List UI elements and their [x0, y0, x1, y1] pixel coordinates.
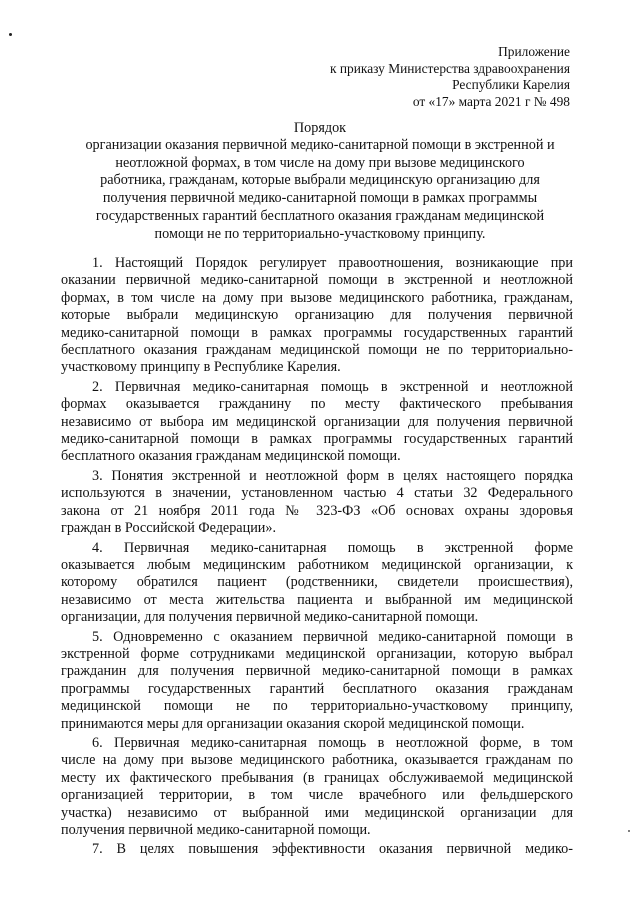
document-body: [61, 255, 573, 861]
paragraph-line: экстренной форме сотрудниками медицинской организации, которую выбрал: [61, 645, 573, 662]
paragraph-line: медицинской помощи не по территориально-участковому принципу,: [61, 698, 573, 715]
paragraph-line: принимаются меры для организации оказания скорой медицинской помощи.: [61, 715, 525, 732]
subtitle-line: неотложной формах, в том числе на дому при вызове медицинского: [115, 154, 525, 171]
paragraph-line: организацией территории, в том числе врачебного или фельдшерского: [61, 787, 573, 804]
paragraph-line: граждан в Российской Федерации».: [61, 520, 277, 537]
paragraph-line: 6. Первичная медико-санитарная помощь в неотложной форме, в том: [92, 734, 573, 751]
paragraph-line: которые выбрали медицинскую организацию для получения первичной: [61, 307, 573, 324]
appendix-header: [330, 44, 570, 110]
paragraph-line: 3. Понятия экстренной и неотложной форм в целях настоящего порядка: [92, 467, 573, 484]
subtitle-line: государственных гарантий бесплатного оказания гражданам медицинской: [95, 207, 545, 224]
paragraph-line: используются в значении, установленном частью 4 статьи 32 Федерального: [61, 485, 573, 502]
paragraph-line: бесплатного оказания гражданам медицинской помощи.: [61, 448, 401, 465]
paragraph-line: месту их фактического пребывания (в границах обслуживаемой медицинской: [61, 769, 573, 786]
paragraph-line: бесплатного оказания гражданам медицинской помощи не по территориально-: [61, 342, 573, 359]
paragraph-line: числе на дому при вызове медицинского работника, оказывается гражданам по: [61, 752, 573, 769]
paragraph-line: которому обратился пациент (родственники, свидетели происшествия),: [61, 574, 573, 591]
paragraph-line: участковому принципу в Республике Карелия.: [61, 359, 341, 376]
paragraph-line: независимо от выбора им медицинской организации для получения первичной: [61, 413, 573, 430]
subtitle-line: помощи не по территориально-участковому принципу.: [154, 225, 486, 242]
paragraph-5: [61, 629, 573, 733]
subtitle-line: работника, гражданам, которые выбрали медицинскую организацию для: [100, 172, 540, 189]
paragraph-2: [61, 379, 573, 466]
paragraph-line: оказывается любым медицинским работником медицинской организации, к: [61, 556, 573, 573]
paragraph-line: независимо от места жительства пациента и выбранной им медицинской: [61, 591, 573, 608]
paragraph-1: [61, 255, 573, 377]
scan-dot-mark: [9, 33, 12, 36]
appendix-line: от «17» марта 2021 г № 498: [412, 93, 570, 109]
paragraph-6: [61, 735, 573, 839]
paragraph-line: оказании первичной медико-санитарной помощи в экстренной и неотложной: [61, 272, 573, 289]
paragraph-line: закона от 21 ноября 2011 года № 323-ФЗ «Об основах охраны здоровья: [61, 502, 573, 519]
paragraph-4: [61, 540, 573, 627]
appendix-line: Республики Карелия: [452, 77, 570, 92]
document-subtitle: [52, 137, 588, 243]
appendix-line: Приложение: [498, 44, 570, 59]
paragraph-line: организации, для получения первичной медико-санитарной помощи.: [61, 609, 479, 626]
subtitle-line: организации оказания первичной медико-санитарной помощи в экстренной и: [85, 137, 555, 153]
subtitle-line: получения первичной медико-санитарной помощи в рамках программы: [102, 190, 538, 207]
appendix-line: к приказу Министерства здравоохранения: [330, 60, 570, 76]
paragraph-line: формах, в том числе на дому при вызове медицинского работника, гражданам,: [61, 289, 573, 306]
paragraph-7: [61, 841, 573, 858]
paragraph-line: 1. Настоящий Порядок регулирует правоотношения, возникающие при: [92, 255, 573, 271]
paragraph-line: получения первичной медико-санитарной помощи.: [61, 822, 371, 838]
paragraph-line: 2. Первичная медико-санитарная помощь в экстренной и неотложной: [92, 378, 573, 395]
paragraph-line: формах оказывается гражданину по месту фактического пребывания: [61, 396, 573, 413]
paragraph-line: 7. В целях повышения эффективности оказания первичной медико-: [92, 841, 573, 858]
paragraph-line: медико-санитарной помощи в рамках программы государственных гарантий: [61, 431, 573, 448]
paragraph-line: медико-санитарной помощи в рамках программы государственных гарантий: [61, 324, 573, 341]
document-title: Порядок: [293, 120, 347, 136]
paragraph-line: программы государственных гарантий бесплатного оказания гражданам: [61, 680, 573, 697]
paragraph-line: участка) независимо от выбранной ими медицинской организации для: [61, 804, 573, 821]
paragraph-line: 5. Одновременно с оказанием первичной медико-санитарной помощи в: [92, 628, 573, 645]
scan-edge-mark: [628, 830, 630, 832]
paragraph-line: гражданин для получения первичной медико-санитарной помощи в рамках: [61, 663, 573, 680]
paragraph-line: 4. Первичная медико-санитарная помощь в экстренной форме: [92, 539, 573, 556]
paragraph-3: [61, 468, 573, 538]
